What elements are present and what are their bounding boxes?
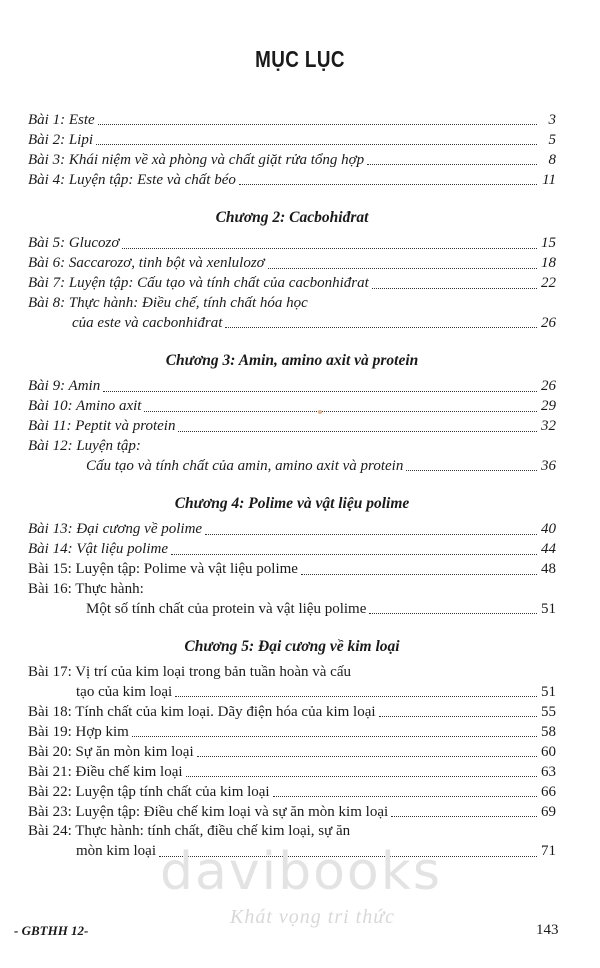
toc-page: 48 — [541, 561, 556, 577]
watermark-brand: davibooks — [160, 842, 442, 902]
toc-label: Bài 4: Luyện tập: Este và chất béo — [28, 171, 236, 188]
toc-label: mòn kim loại — [76, 843, 156, 859]
leader-dots — [103, 372, 537, 392]
toc-item-16-line1[interactable]: Bài 16: Thực hành: — [28, 580, 144, 597]
toc-page: 15 — [541, 235, 556, 251]
leader-dots — [367, 145, 537, 165]
toc-label: Bài 5: Glucozơ — [28, 235, 120, 251]
toc-page: 66 — [541, 783, 556, 800]
leader-dots — [186, 757, 537, 777]
leader-dots — [178, 412, 537, 432]
toc-label: tạo của kim loại — [76, 683, 173, 700]
toc-label: Bài 7: Luyện tập: Cấu tạo và tính chất của cacbonhiđrat — [28, 275, 369, 291]
leader-dots — [273, 777, 537, 797]
leader-dots — [175, 677, 537, 697]
toc-page: 22 — [541, 275, 556, 291]
leader-dots — [205, 515, 537, 535]
toc-page: 26 — [541, 314, 556, 331]
toc-page: 55 — [541, 703, 556, 720]
leader-dots — [96, 125, 537, 145]
footer-book-code: - GBTHH 12- — [14, 923, 89, 938]
toc-page: 8 — [548, 151, 556, 168]
chapter-1-list — [28, 110, 556, 190]
toc-page: 58 — [541, 723, 556, 740]
toc-page: 51 — [541, 600, 556, 617]
toc-label: của este và cacbonhiđrat — [72, 314, 223, 331]
toc-item-17-line1[interactable]: Bài 17: Vị trí của kim loại trong bản tuần hoàn và cấu — [28, 663, 351, 680]
leader-dots — [406, 451, 537, 471]
toc-label: Bài 6: Saccarozơ, tinh bột và xenlulozơ — [28, 255, 265, 271]
toc-label: Bài 9: Amin — [28, 378, 101, 394]
toc-label: Bài 15: Luyện tập: Polime và vật liệu polime — [28, 561, 298, 577]
leader-dots — [268, 249, 537, 269]
toc-label: Cấu tạo và tính chất của amin, amino axit và protein — [86, 457, 404, 474]
toc-label: Một số tính chất của protein và vật liệu polime — [86, 600, 367, 617]
toc-label: Bài 11: Peptit và protein — [28, 418, 176, 434]
toc-page: 40 — [541, 521, 556, 537]
leader-dots — [122, 229, 537, 249]
leader-dots — [225, 308, 537, 328]
toc-page: 36 — [541, 457, 556, 474]
table-of-contents — [28, 110, 556, 862]
toc-label: Bài 21: Điều chế kim loại — [28, 763, 183, 780]
footer-page-number: 143 — [536, 922, 559, 938]
toc-page: 29 — [541, 398, 556, 414]
leader-dots — [98, 105, 537, 125]
toc-page: 60 — [541, 743, 556, 760]
toc-item-8-line2[interactable] — [28, 313, 556, 333]
leader-dots — [372, 269, 537, 289]
page-title: MỤC LỤC — [255, 46, 345, 72]
toc-item[interactable] — [28, 802, 556, 822]
toc-page: 63 — [541, 763, 556, 780]
toc-item-16-line2[interactable] — [28, 599, 556, 619]
chapter-2-list — [28, 234, 556, 334]
leader-dots — [171, 535, 537, 555]
toc-page: 69 — [541, 803, 556, 820]
leader-dots — [144, 392, 537, 412]
toc-label: Bài 2: Lipi — [28, 131, 94, 148]
chapter-3-heading: Chương 3: Amin, amino axit và protein — [165, 352, 419, 369]
leader-dots — [132, 717, 537, 737]
toc-page: 44 — [541, 541, 556, 557]
chapter-4-list — [28, 520, 556, 620]
toc-label: Bài 14: Vật liệu polime — [28, 541, 168, 557]
toc-label: Bài 23: Luyện tập: Điều chế kim loại và sự ăn mòn kim loại — [28, 803, 389, 820]
toc-item[interactable] — [28, 560, 556, 580]
leader-dots — [379, 697, 537, 717]
toc-page: 51 — [541, 683, 556, 700]
toc-label: Bài 19: Hợp kim — [28, 723, 129, 740]
toc-page: 26 — [541, 378, 556, 394]
leader-dots — [369, 594, 537, 614]
toc-page: 11 — [542, 171, 556, 188]
toc-label: Bài 3: Khái niệm về xà phòng và chất giặt rửa tổng hợp — [28, 151, 365, 168]
print-speck — [318, 410, 322, 414]
toc-item[interactable] — [28, 170, 556, 190]
chapter-5-list — [28, 663, 556, 862]
toc-item-12-line2[interactable] — [28, 456, 556, 476]
leader-dots — [197, 737, 537, 757]
toc-item-12-line1[interactable]: Bài 12: Luyện tập: — [28, 437, 141, 454]
leader-dots — [391, 797, 537, 817]
leader-dots — [301, 555, 537, 575]
chapter-3-list — [28, 377, 556, 477]
toc-item[interactable] — [28, 274, 556, 294]
toc-label: Bài 20: Sự ăn mòn kim loại — [28, 743, 194, 760]
toc-page: 18 — [541, 255, 556, 271]
leader-dots — [239, 165, 537, 185]
toc-item-24-line1[interactable]: Bài 24: Thực hành: tính chất, điều chế kim loại, sự ăn — [28, 823, 351, 839]
toc-page: 71 — [541, 843, 556, 859]
watermark-tagline: Khát vọng tri thức — [230, 906, 396, 928]
chapter-2-heading: Chương 2: Cacbohiđrat — [215, 209, 369, 226]
toc-page: 3 — [548, 111, 556, 128]
chapter-5-heading: Chương 5: Đại cương về kim loại — [184, 638, 400, 655]
toc-item[interactable] — [28, 417, 556, 437]
chapter-4-heading: Chương 4: Polime và vật liệu polime — [174, 495, 410, 512]
toc-label: Bài 18: Tính chất của kim loại. Dãy điện hóa của kim loại — [28, 703, 376, 720]
toc-label: Bài 10: Amino axit — [28, 398, 142, 414]
toc-page: 32 — [541, 418, 556, 434]
toc-item-8-line1[interactable]: Bài 8: Thực hành: Điều chế, tính chất hóa học — [28, 294, 308, 311]
toc-label: Bài 1: Este — [28, 111, 95, 128]
toc-page: 5 — [548, 131, 556, 148]
toc-label: Bài 22: Luyện tập tính chất của kim loại — [28, 783, 270, 800]
toc-label: Bài 13: Đại cương về polime — [28, 521, 203, 537]
